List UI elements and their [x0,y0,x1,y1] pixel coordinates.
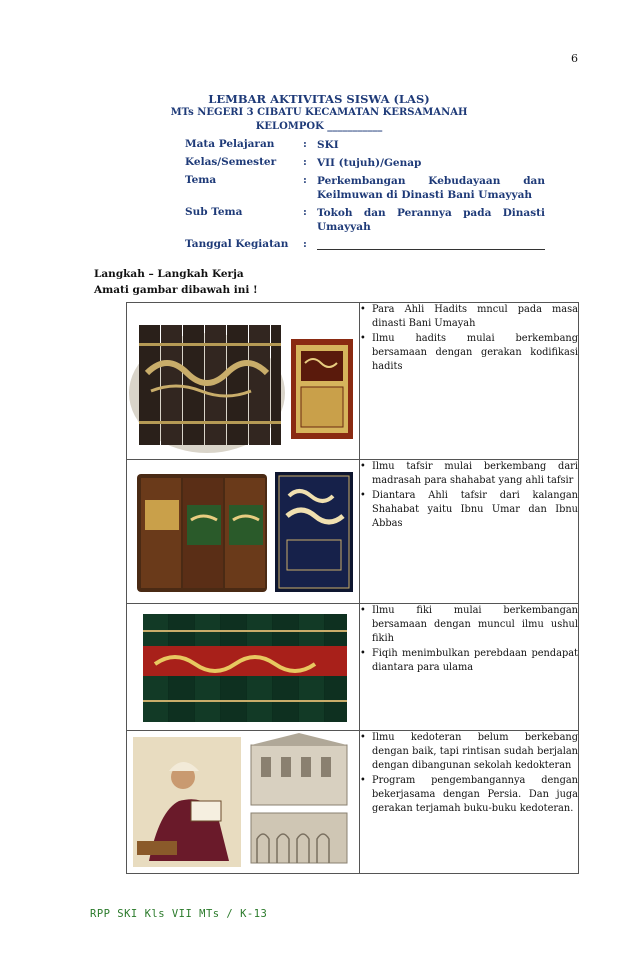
table-row [127,303,579,460]
info-row-date [185,238,545,254]
point-item: • Para Ahli Hadits mncul pada masa dinasti Bani Umayah [360,303,578,331]
info-colon: : [303,206,307,218]
points-cell [360,731,579,874]
info-colon: : [303,238,307,250]
page-number: 6 [571,52,578,65]
info-value: VII (tujuh)/Genap [317,157,422,169]
instructions-heading: Langkah – Langkah Kerja [94,268,244,280]
tafsir-books-image [127,460,360,604]
info-row-subtheme [185,206,545,234]
info-value: Perkembangan Kebudayaan dan Keilmuwan di Dinasti Bani Umayyah [317,175,545,201]
page-footer: RPP SKI Kls VII MTs / K-13 [90,908,268,920]
info-label: Tema [185,174,217,186]
points-list [360,731,578,816]
info-label: Mata Pelajaran [185,138,275,150]
info-colon: : [303,156,307,168]
info-row-theme [185,174,545,202]
info-label: Sub Tema [185,206,243,218]
info-value: SKI [317,139,339,151]
school-name: MTs NEGERI 3 CIBATU KECAMATAN KERSAMANAH [170,107,468,118]
instructions [94,266,258,298]
info-label: Kelas/Semester [185,156,277,168]
medicine-scholar-image [127,731,360,874]
info-colon: : [303,138,307,150]
point-item: • Ilmu kedoteran belum berkebang dengan baik, tapi rintisan sudah berjalan dengan dibangunan sekolah kedokteran [360,731,578,773]
hadith-books-image [127,303,360,460]
worksheet-title: LEMBAR AKTIVITAS SISWA (LAS) [208,92,430,106]
instructions-text: Amati gambar dibawah ini ! [94,284,258,296]
info-row-class [185,156,545,170]
points-list [360,460,578,531]
info-colon: : [303,174,307,186]
table-row [127,460,579,604]
point-item: • Ilmu tafsir mulai berkembang dari madrasah para shahabat yang ahli tafsir [360,460,578,488]
points-cell [360,303,579,460]
points-list [360,303,578,374]
info-row-subject [185,138,545,152]
info-value: Tokoh dan Perannya pada Dinasti Umayyah [317,207,545,233]
group-line: KELOMPOK ___________ [255,121,383,132]
points-cell [360,460,579,604]
point-item: • Ilmu hadits mulai berkembang bersamaan dengan gerakan kodifikasi hadits [360,332,578,374]
fiqh-books-image [127,604,360,731]
info-label: Tanggal Kegiatan [185,238,289,250]
points-cell [360,604,579,731]
point-item: • Diantara Ahli tafsir dari kalangan Shahabat yaitu Ibnu Umar dan Ibnu Abbas [360,489,578,531]
point-item: • Fiqih menimbulkan perebdaan pendapat diantara para ulama [360,647,578,675]
date-fill-line[interactable] [317,238,545,254]
point-item: • Ilmu fiki mulai berkembangan bersamaan dengan muncul ilmu ushul fikih [360,604,578,646]
info-block [185,138,545,258]
point-item: • Program pengembangannya dengan bekerjasama dengan Persia. Dan juga gerakan terjamah buku-buku kedoteran. [360,774,578,816]
table-row [127,731,579,874]
table-row [127,604,579,731]
activity-table [126,302,579,874]
points-list [360,604,578,675]
